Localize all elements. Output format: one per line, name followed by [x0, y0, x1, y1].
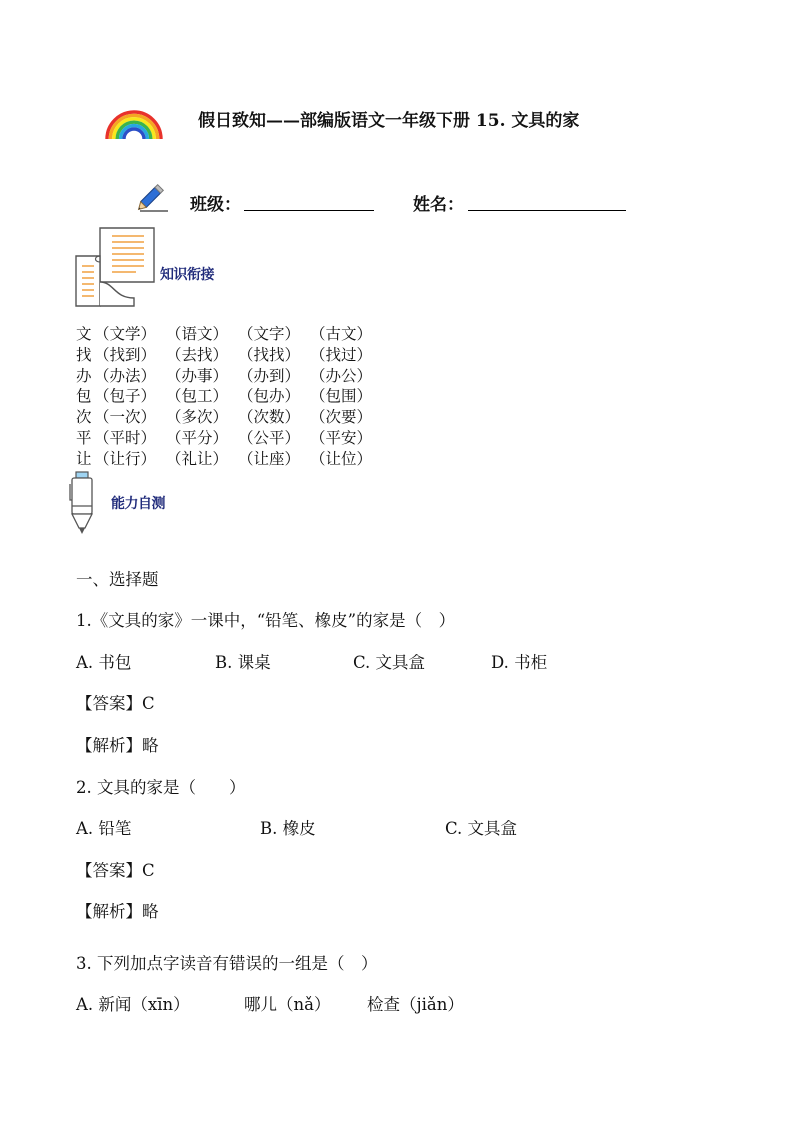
question-option[interactable]: C. 文具盒	[353, 653, 426, 672]
vocab-word: （文字）	[238, 325, 301, 343]
vocab-word: （找找）	[238, 345, 301, 364]
vocab-head: 找	[76, 345, 92, 364]
vocab-row	[76, 324, 382, 345]
vocab-word: （办事）	[166, 366, 229, 385]
vocab-word: （包办）	[238, 387, 301, 406]
vocab-word: （找到）	[94, 345, 157, 364]
vocab-word: （让位）	[310, 449, 373, 468]
question-option[interactable]: B. 橡皮	[260, 819, 316, 838]
vocab-row	[76, 386, 382, 407]
question-option[interactable]: A. 铅笔	[76, 819, 132, 838]
page-title: 假日致知——部编版语文一年级下册 15. 文具的家	[198, 111, 580, 131]
analysis-text: 【解析】略	[76, 902, 159, 921]
vocab-word: （平分）	[166, 428, 229, 447]
question-option[interactable]: D. 书柜	[491, 653, 548, 672]
question-option[interactable]: C. 文具盒	[445, 819, 518, 838]
vocab-head: 次	[76, 408, 92, 427]
answer-text: 【答案】C	[76, 694, 155, 713]
question-option[interactable]: 哪儿（nǎ）	[244, 995, 331, 1014]
vocab-row	[76, 407, 382, 428]
pencil-icon	[136, 180, 170, 214]
knowledge-section-title: 知识衔接	[160, 267, 214, 283]
vocab-word: （礼让）	[166, 449, 229, 468]
vocab-word: （包工）	[166, 387, 229, 406]
answer-text: 【答案】C	[76, 861, 155, 880]
vocab-head: 包	[76, 387, 92, 406]
vocab-head: 平	[76, 428, 92, 447]
vocab-word: （公平）	[238, 428, 301, 447]
rainbow-icon	[104, 106, 164, 140]
pen-icon	[66, 470, 100, 536]
class-label: 班级：	[190, 195, 241, 215]
name-input-line[interactable]	[468, 210, 626, 211]
vocab-word: （找过）	[310, 345, 373, 364]
vocab-word: （包子）	[94, 387, 157, 406]
vocab-word: （办法）	[94, 366, 157, 385]
question-option[interactable]: A. 新闻（xīn）	[76, 995, 190, 1014]
vocab-row	[76, 345, 382, 366]
vocabulary-table	[76, 324, 382, 470]
ability-section-title: 能力自测	[111, 496, 165, 512]
vocab-word: （次数）	[238, 408, 301, 427]
scroll-document-icon	[74, 226, 160, 310]
vocab-word: （办到）	[238, 366, 301, 385]
vocab-word: （多次）	[166, 408, 229, 427]
question-option[interactable]: 检查（jiǎn）	[367, 995, 464, 1014]
vocab-word: （包围）	[310, 387, 373, 406]
question-option[interactable]: A. 书包	[76, 653, 132, 672]
vocab-word: （次要）	[310, 408, 373, 427]
vocab-row	[76, 366, 382, 387]
vocab-word: （让座）	[238, 449, 301, 468]
question-option[interactable]: B. 课桌	[215, 653, 271, 672]
name-label: 姓名：	[413, 195, 464, 215]
vocab-word: （古文）	[310, 325, 373, 343]
vocab-word: （办公）	[310, 366, 373, 385]
vocab-row	[76, 449, 382, 470]
question-stem: 1.《文具的家》一课中，“铅笔、橡皮”的家是（ ）	[76, 611, 456, 630]
question-stem: 2. 文具的家是（ ）	[76, 778, 246, 797]
vocab-head: 办	[76, 366, 92, 385]
vocab-row	[76, 428, 382, 449]
section-heading: 一、选择题	[76, 570, 159, 589]
vocab-head: 文	[76, 325, 92, 343]
vocab-word: （平时）	[94, 428, 157, 447]
vocab-word: （让行）	[94, 449, 157, 468]
vocab-head: 让	[76, 449, 92, 468]
vocab-word: （语文）	[166, 325, 229, 343]
vocab-word: （一次）	[94, 408, 157, 427]
vocab-word: （去找）	[166, 345, 229, 364]
vocab-word: （平安）	[310, 428, 373, 447]
vocab-word: （文学）	[94, 325, 157, 343]
analysis-text: 【解析】略	[76, 736, 159, 755]
question-stem: 3. 下列加点字读音有错误的一组是（ ）	[76, 954, 378, 973]
class-input-line[interactable]	[244, 210, 374, 211]
